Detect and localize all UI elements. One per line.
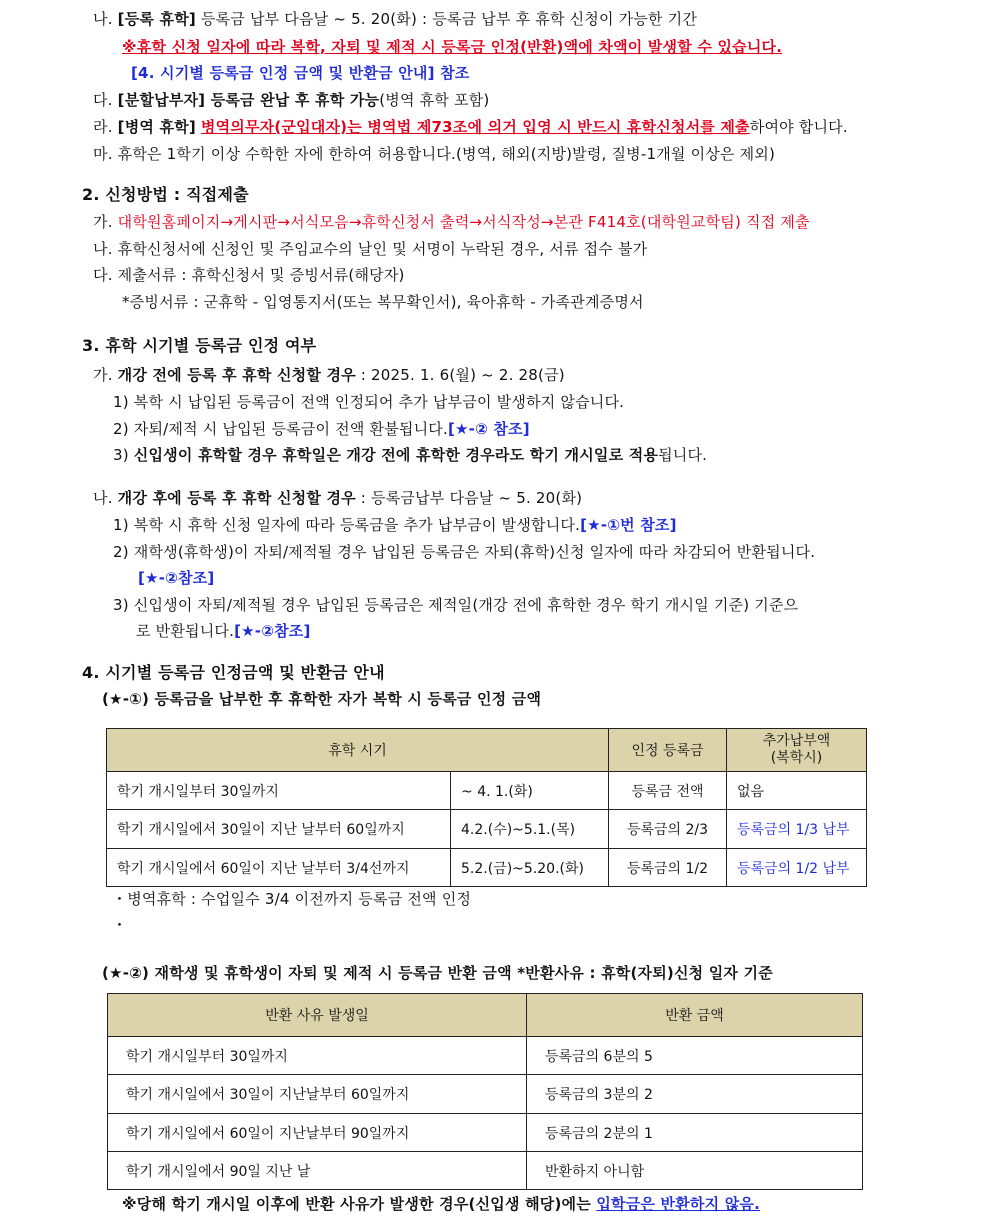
item-ra-military: 라. [병역 휴학] 병역의무자(군입대자)는 병역법 제73조에 의거 입영 시 반드시 휴학신청서를 제출하여야 합니다. xyxy=(93,118,848,136)
table-readmission-recognition xyxy=(106,728,867,887)
t1-cell: 학기 개시일부터 30일까지 xyxy=(107,772,451,810)
item-da-documents: 다. 제출서류 : 휴학신청서 및 증빙서류(해당자) xyxy=(93,266,405,284)
table-row xyxy=(108,1152,863,1190)
t2-cell: 등록금의 6분의 5 xyxy=(527,1037,863,1075)
t1-header-recognized: 인정 등록금 xyxy=(609,729,727,772)
t2-cell: 등록금의 3분의 2 xyxy=(527,1075,863,1114)
table-row xyxy=(107,810,867,849)
t1-cell: 등록금 전액 xyxy=(609,772,727,810)
t2-cell: 등록금의 2분의 1 xyxy=(527,1114,863,1152)
t1-cell: 4.2.(수)~5.1.(목) xyxy=(451,810,609,849)
t1-cell: 등록금의 2/3 xyxy=(609,810,727,849)
t1-cell: 학기 개시일에서 30일이 지난 날부터 60일까지 xyxy=(107,810,451,849)
section2-heading: 2. 신청방법 : 직접제출 xyxy=(82,185,249,204)
item-na-3: 3) 신입생이 자퇴/제적될 경우 납입된 등록금은 제적일(개강 전에 휴학한 경우 학기 개시일 기준) 기준으 xyxy=(113,596,799,614)
t1-cell: 등록금의 1/3 납부 xyxy=(727,810,867,849)
item-ga-procedure: 가. 대학원홈페이지→게시판→서식모음→휴학신청서 출력→서식작성→본관 F414호(대학원교학팀) 직접 제출 xyxy=(93,213,810,231)
reference-section4: [4. 시기별 등록금 인정 금액 및 반환금 안내] 참조 xyxy=(131,64,470,82)
t1-cell: 5.2.(금)~5.20.(화) xyxy=(451,849,609,887)
t2-header-refund: 반환 금액 xyxy=(527,994,863,1037)
item-na-3-cont: 로 반환됩니다.[★-②참조] xyxy=(136,622,311,640)
t1-cell: 없음 xyxy=(727,772,867,810)
t1-cell: ~ 4. 1.(화) xyxy=(451,772,609,810)
table-row xyxy=(107,772,867,810)
empty-bullet: ・ xyxy=(112,916,128,934)
t1-header-period: 휴학 시기 xyxy=(107,729,609,772)
table-row xyxy=(107,849,867,887)
item-na-2: 2) 재학생(휴학생)이 자퇴/제적될 경우 납입된 등록금은 자퇴(휴학)신청 일자에 따라 차감되어 반환됩니다. xyxy=(113,543,816,561)
item-ga-before-start: 가. 개강 전에 등록 후 휴학 신청할 경우 : 2025. 1. 6(월) ~ 2. 28(금) xyxy=(93,366,565,384)
item-ga-3: 3) 신입생이 휴학할 경우 휴학일은 개강 전에 휴학한 경우라도 학기 개시일로 적용됩니다. xyxy=(113,446,708,464)
item-ma-eligibility: 마. 휴학은 1학기 이상 수학한 자에 한하여 허용합니다.(병역, 해외(지방)발령, 질병-1개월 이상은 제외) xyxy=(93,145,776,163)
table-row xyxy=(108,1037,863,1075)
table1-title: (★-①) 등록금을 납부한 후 휴학한 자가 복학 시 등록금 인정 금액 xyxy=(102,690,542,708)
item-da-installment: 다. [분할납부자] 등록금 완납 후 휴학 가능(병역 휴학 포함) xyxy=(93,91,490,109)
item-na-after-start: 나. 개강 후에 등록 후 휴학 신청할 경우 : 등록금납부 다음날 ~ 5. 20(화) xyxy=(93,489,583,507)
item-na-2-ref: [★-②참조] xyxy=(138,569,215,587)
table-refund-amount xyxy=(107,993,863,1190)
military-note: ・병역휴학 : 수업일수 3/4 이전까지 등록금 전액 인정 xyxy=(112,890,472,908)
t1-cell: 학기 개시일에서 60일이 지난 날부터 3/4선까지 xyxy=(107,849,451,887)
t2-cell: 반환하지 아니함 xyxy=(527,1152,863,1190)
t1-cell: 등록금의 1/2 납부 xyxy=(727,849,867,887)
section4-heading: 4. 시기별 등록금 인정금액 및 반환금 안내 xyxy=(82,663,385,682)
item-ga-2: 2) 자퇴/제적 시 납입된 등록금이 전액 환불됩니다.[★-② 참조] xyxy=(113,420,530,438)
t2-cell: 학기 개시일에서 60일이 지난날부터 90일까지 xyxy=(108,1114,527,1152)
footer-note: ※당해 학기 개시일 이후에 반환 사유가 발생한 경우(신입생 해당)에는 입학금은 반환하지 않음. xyxy=(122,1195,760,1213)
item-na-leave-registered: 나. [등록 휴학] 등록금 납부 다음날 ~ 5. 20(화) : 등록금 납부 후 휴학 신청이 가능한 기간 xyxy=(93,10,698,28)
t2-cell: 학기 개시일에서 30일이 지난날부터 60일까지 xyxy=(108,1075,527,1114)
section3-heading: 3. 휴학 시기별 등록금 인정 여부 xyxy=(82,336,317,355)
t2-cell: 학기 개시일에서 90일 지난 날 xyxy=(108,1152,527,1190)
t1-header-additional: 추가납부액 (복학시) xyxy=(727,729,867,772)
t2-header-reason-date: 반환 사유 발생일 xyxy=(108,994,527,1037)
item-ga-1: 1) 복학 시 납입된 등록금이 전액 인정되어 추가 납부금이 발생하지 않습니다. xyxy=(113,393,625,411)
table-row xyxy=(108,1075,863,1114)
table-row xyxy=(108,1114,863,1152)
item-na-1: 1) 복학 시 휴학 신청 일자에 따라 등록금을 추가 납부금이 발생합니다.[★-①번 참조] xyxy=(113,516,677,534)
table2-title: (★-②) 재학생 및 휴학생이 자퇴 및 제적 시 등록금 반환 금액 *반환사유 : 휴학(자퇴)신청 일자 기준 xyxy=(102,964,773,982)
t2-cell: 학기 개시일부터 30일까지 xyxy=(108,1037,527,1075)
evidence-note: *증빙서류 : 군휴학 - 입영통지서(또는 복무확인서), 육아휴학 - 가족관계증명서 xyxy=(122,293,644,311)
warning-difference: ※휴학 신청 일자에 따라 복학, 자퇴 및 제적 시 등록금 인정(반환)액에 차액이 발생할 수 있습니다. xyxy=(122,38,783,56)
t1-cell: 등록금의 1/2 xyxy=(609,849,727,887)
item-na-signature: 나. 휴학신청서에 신청인 및 주임교수의 날인 및 서명이 누락된 경우, 서류 접수 불가 xyxy=(93,240,648,258)
